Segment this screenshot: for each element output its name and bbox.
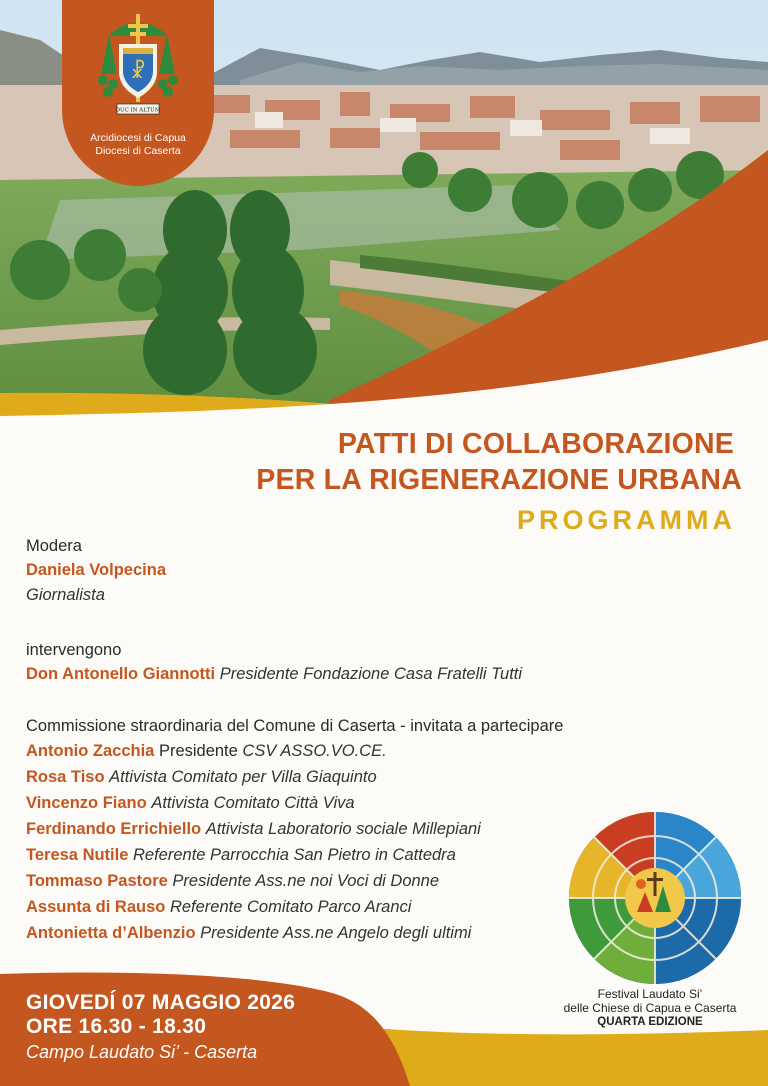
motto-text: DUC IN ALTUM bbox=[115, 107, 161, 114]
festival-edition: QUARTA EDIZIONE bbox=[597, 1016, 703, 1028]
participant-role: Referente Comitato Parco Aranci bbox=[169, 898, 412, 916]
participant-role: Attivista Comitato per Villa Giaquinto bbox=[109, 768, 377, 786]
speaker-row bbox=[26, 665, 522, 684]
participant-row bbox=[26, 794, 355, 813]
participant-name: Antonietta d’Albenzio bbox=[26, 924, 196, 942]
emblem-text-diocese: Diocesi di Caserta bbox=[95, 145, 181, 157]
participant-role: Referente Parrocchia San Pietro in Cattedra bbox=[133, 846, 456, 864]
festival-logo-icon bbox=[567, 810, 743, 986]
emblem-text-archdiocese: Arcidiocesi di Capua bbox=[90, 132, 186, 144]
main-title-line1: PATTI DI COLLABORAZIONE bbox=[337, 428, 734, 460]
moderator-label: Modera bbox=[26, 537, 82, 555]
participant-name: Tommaso Pastore bbox=[26, 872, 168, 890]
moderator-role: Giornalista bbox=[26, 586, 105, 604]
program-heading: PROGRAMMA bbox=[517, 505, 736, 535]
participant-role: CSV ASSO.VO.CE. bbox=[242, 742, 387, 760]
participant-row bbox=[26, 768, 377, 787]
coat-of-arms-icon bbox=[95, 14, 181, 124]
participant-row bbox=[26, 820, 481, 839]
participant-role: Attivista Laboratorio sociale Millepiani bbox=[205, 820, 481, 838]
participant-role: Attivista Comitato Città Viva bbox=[151, 794, 355, 812]
svg-text:☧: ☧ bbox=[130, 59, 146, 83]
participant-name: Antonio Zacchia bbox=[26, 742, 155, 760]
participant-row bbox=[26, 872, 439, 891]
speakers-label: intervengono bbox=[26, 641, 122, 659]
speaker-name: Don Antonello Giannotti bbox=[26, 665, 216, 683]
event-time: ORE 16.30 - 18.30 bbox=[26, 1015, 207, 1038]
participant-name: Ferdinando Errichiello bbox=[26, 820, 202, 838]
festival-name: Festival Laudato Si’ bbox=[597, 987, 703, 1001]
participant-name: Assunta di Rauso bbox=[26, 898, 166, 916]
participant-row bbox=[26, 898, 411, 917]
participant-row bbox=[26, 742, 387, 761]
participant-role: Presidente Ass.ne noi Voci di Donne bbox=[172, 872, 440, 890]
event-date: GIOVEDÍ 07 MAGGIO 2026 bbox=[26, 991, 296, 1014]
commission-line: Commissione straordinaria del Comune di Caserta - invitata a partecipare bbox=[26, 717, 564, 735]
event-place: Campo Laudato Si’ - Caserta bbox=[26, 1042, 258, 1062]
festival-caption bbox=[540, 987, 760, 1029]
main-title-line2: PER LA RIGENERAZIONE URBANA bbox=[256, 464, 742, 496]
moderator-name: Daniela Volpecina bbox=[26, 561, 166, 579]
participant-name: Rosa Tiso bbox=[26, 768, 105, 786]
diocese-emblem bbox=[62, 0, 214, 186]
participant-title: Presidente bbox=[158, 742, 238, 760]
participant-row bbox=[26, 924, 471, 943]
participant-name: Teresa Nutile bbox=[26, 846, 129, 864]
participant-role: Presidente Ass.ne Angelo degli ultimi bbox=[200, 924, 472, 942]
speaker-role: Presidente Fondazione Casa Fratelli Tutti bbox=[219, 665, 523, 683]
participant-row bbox=[26, 846, 456, 865]
festival-churches: delle Chiese di Capua e Caserta bbox=[563, 1001, 737, 1015]
participant-name: Vincenzo Fiano bbox=[26, 794, 147, 812]
